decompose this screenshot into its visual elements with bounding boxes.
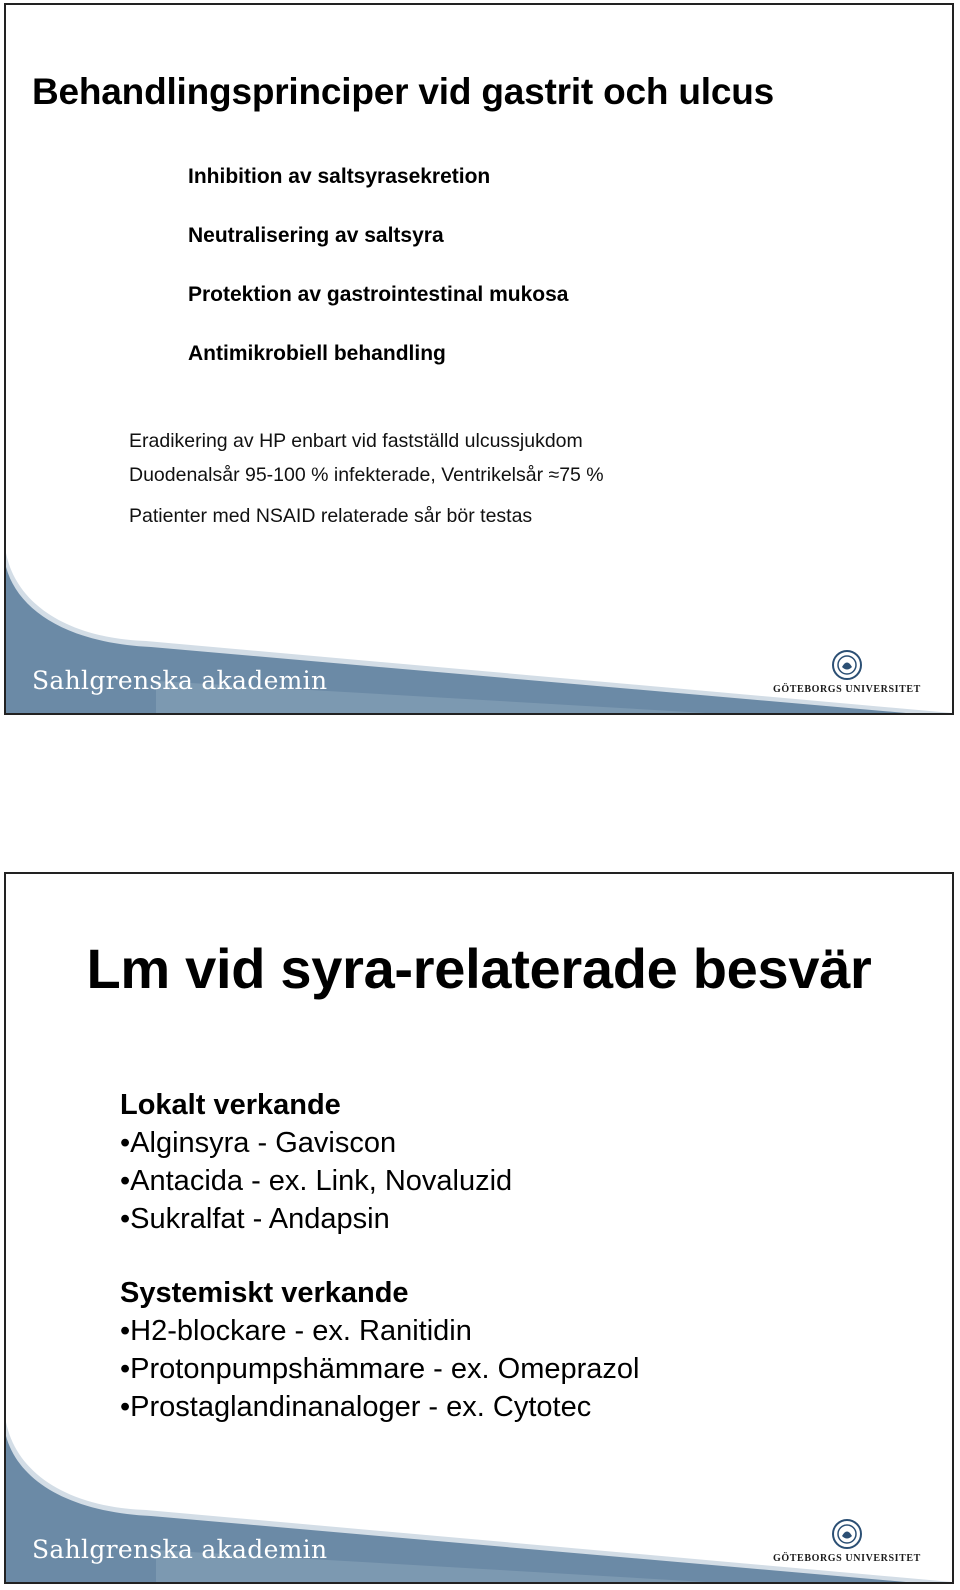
list-item: • Protonpumpshämmare - ex. Omeprazol xyxy=(120,1350,639,1388)
gu-logo-text: GÖTEBORGS UNIVERSITET xyxy=(773,1553,921,1564)
local-list xyxy=(120,1124,639,1238)
details-list xyxy=(129,429,604,545)
gu-logo-text: GÖTEBORGS UNIVERSITET xyxy=(773,684,921,695)
list-item: • Sukralfat - Andapsin xyxy=(120,1200,639,1238)
slide-2 xyxy=(4,872,954,1584)
sahlgrenska-logo-text: Sahlgrenska akademin xyxy=(32,666,328,695)
university-seal-icon xyxy=(832,1519,862,1549)
list-item: • Prostaglandinanaloger - ex. Cytotec xyxy=(120,1388,639,1426)
local-group xyxy=(120,1086,639,1238)
principle-item: Neutralisering av saltsyra xyxy=(188,224,444,247)
local-heading: Lokalt verkande xyxy=(120,1089,341,1121)
gu-logo xyxy=(772,650,922,695)
slide-1 xyxy=(4,3,954,715)
list-item: • Antacida - ex. Link, Novaluzid xyxy=(120,1162,639,1200)
systemic-heading: Systemiskt verkande xyxy=(120,1277,409,1309)
principles-list xyxy=(188,165,568,401)
slide-2-title: Lm vid syra-relaterade besvär xyxy=(86,937,872,1000)
slide-1-title: Behandlingsprinciper vid gastrit och ulcus xyxy=(32,71,775,112)
principle-item: Inhibition av saltsyrasekretion xyxy=(188,165,491,188)
slide-2-body xyxy=(120,1086,639,1426)
sahlgrenska-logo-text: Sahlgrenska akademin xyxy=(32,1535,328,1564)
gu-logo xyxy=(772,1519,922,1564)
detail-item: Patienter med NSAID relaterade sår bör testas xyxy=(129,505,533,527)
list-item: • Alginsyra - Gaviscon xyxy=(120,1124,639,1162)
list-item: • H2-blockare - ex. Ranitidin xyxy=(120,1312,639,1350)
detail-item: Duodenalsår 95-100 % infekterade, Ventrikelsår ≈75 % xyxy=(129,464,604,486)
systemic-list xyxy=(120,1312,639,1426)
principle-item: Antimikrobiell behandling xyxy=(188,342,446,365)
systemic-group xyxy=(120,1274,639,1426)
detail-item: Eradikering av HP enbart vid fastställd ulcussjukdom xyxy=(129,430,583,452)
principle-item: Protektion av gastrointestinal mukosa xyxy=(188,283,569,306)
university-seal-icon xyxy=(832,650,862,680)
